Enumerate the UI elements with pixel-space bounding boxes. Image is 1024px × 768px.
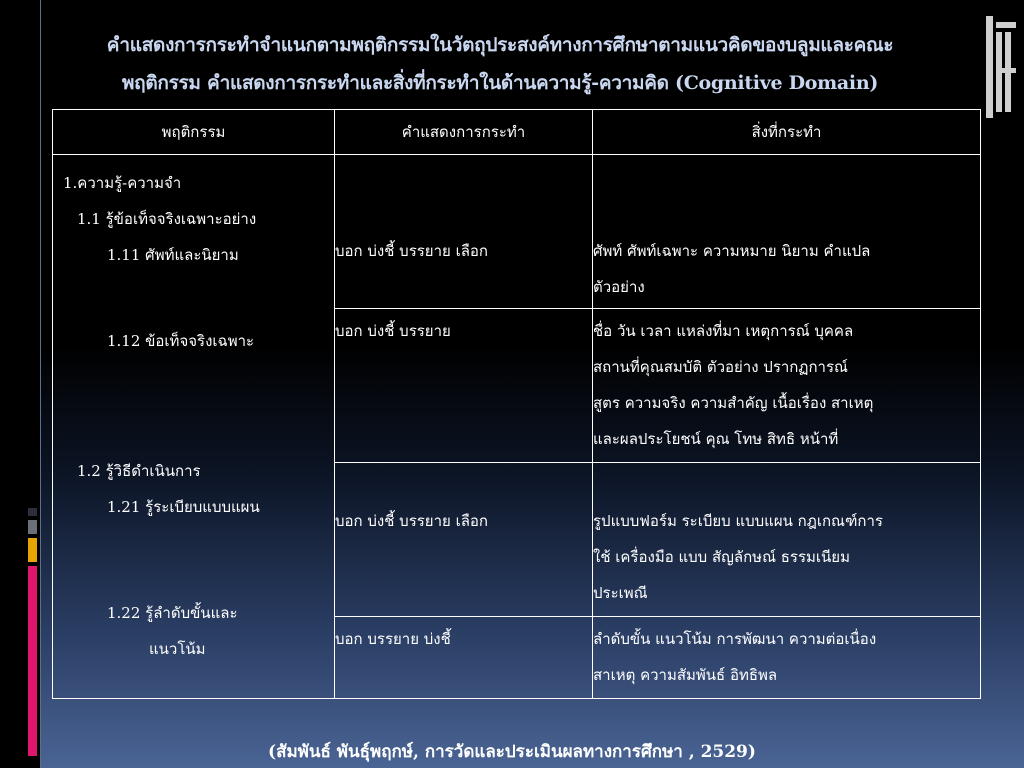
object-cell: [593, 309, 981, 463]
behavior-level3: 1.11 ศัพท์และนิยาม: [107, 246, 239, 264]
object-text: สูตร ความจริง ความสำคัญ เนื้อเรื่อง สาเหตุ: [593, 394, 874, 412]
header-object: สิ่งที่กระทำ: [593, 110, 981, 155]
action-cell: [335, 309, 593, 463]
object-text: รูปแบบฟอร์ม ระเบียบ แบบแผน กฎเกณฑ์การ: [593, 512, 883, 530]
behavior-table: [52, 109, 981, 699]
action-text: บอก บ่งชี้ บรรยาย เลือก: [335, 242, 488, 260]
object-text: ศัพท์ ศัพท์เฉพาะ ความหมาย นิยาม คำแปล: [593, 242, 871, 260]
object-text: ใช้ เครื่องมือ แบบ สัญลักษณ์ ธรรมเนียม: [593, 548, 850, 566]
object-text: ลำดับขั้น แนวโน้ม การพัฒนา ความต่อเนื่อง: [593, 630, 877, 648]
object-text: สาเหตุ ความสัมพันธ์ อิทธิพล: [593, 666, 778, 684]
action-text: บอก บรรยาย บ่งชี้: [335, 630, 451, 648]
corner-bars-icon: [986, 16, 1016, 118]
slide-title-line1: คำแสดงการกระทำจำแนกตามพฤติกรรมในวัตถุประสงค์ทางการศึกษาตามแนวคิดของบลูมและคณะ: [106, 34, 894, 56]
object-text: ตัวอย่าง: [593, 278, 645, 296]
object-text: ชื่อ วัน เวลา แหล่งที่มา เหตุการณ์ บุคคล: [593, 322, 854, 340]
accent-block-orange: [28, 538, 37, 562]
behavior-level2: 1.2 รู้วิธีดำเนินการ: [77, 462, 201, 480]
action-text: บอก บ่งชี้ บรรยาย: [335, 322, 451, 340]
behavior-level3-cont: แนวโน้ม: [149, 640, 206, 658]
object-text: และผลประโยชน์ คุณ โทษ สิทธิ หน้าที่: [593, 430, 839, 448]
behavior-level3: 1.12 ข้อเท็จจริงเฉพาะ: [107, 332, 255, 350]
object-cell: [593, 463, 981, 617]
object-cell: [593, 617, 981, 699]
behavior-level2: 1.1 รู้ข้อเท็จจริงเฉพาะอย่าง: [77, 210, 257, 228]
action-cell: [335, 155, 593, 309]
behavior-level1: 1.ความรู้-ความจำ: [63, 174, 182, 192]
object-text: ประเพณี: [593, 584, 648, 602]
action-text: บอก บ่งชี้ บรรยาย เลือก: [335, 512, 488, 530]
action-cell: [335, 463, 593, 617]
slide-title-line2: พฤติกรรม คำแสดงการกระทำและสิ่งที่กระทำในด้านความรู้-ความคิด (Cognitive Domain): [121, 72, 879, 94]
header-behavior: พฤติกรรม: [53, 110, 335, 155]
accent-block-dark: [28, 508, 37, 516]
behavior-level3: 1.22 รู้ลำดับขั้นและ: [107, 604, 238, 622]
header-action: คำแสดงการกระทำ: [335, 110, 593, 155]
action-cell: [335, 617, 593, 699]
object-cell: [593, 155, 981, 309]
accent-block-gray: [28, 520, 37, 534]
table-row: [53, 155, 981, 309]
left-divider-line: [40, 0, 41, 768]
behavior-level3: 1.21 รู้ระเบียบแบบแผน: [107, 498, 260, 516]
object-text: สถานที่คุณสมบัติ ตัวอย่าง ปรากฏการณ์: [593, 358, 848, 376]
accent-block-pink: [28, 566, 37, 756]
behavior-cell: [53, 155, 335, 699]
citation-text: (สัมพันธ์ พันธุ์พฤกษ์, การวัดและประเมินผลทางการศึกษา , 2529): [268, 742, 756, 762]
table-header-row: [53, 110, 981, 155]
